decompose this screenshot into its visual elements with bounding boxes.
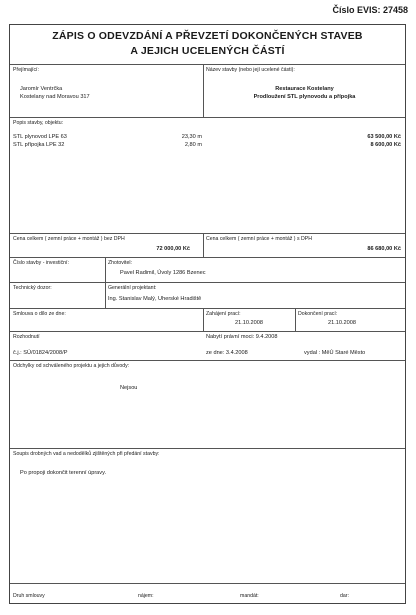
- decision-ref-number: č.j.: SÚ/01824/2008/P: [13, 350, 68, 356]
- decision-date: ze dne: 3.4.2008: [206, 350, 248, 356]
- price-without-vat-value: 72 000,00 Kč: [156, 246, 190, 252]
- rule-decision: [10, 360, 405, 361]
- work-end-label: Dokončení prací:: [298, 311, 338, 317]
- decision-label: Rozhodnutí: [13, 334, 40, 340]
- recipient-name: Jaromír Ventrčka: [20, 86, 63, 92]
- item-2-length: 2,80 m: [184, 142, 202, 148]
- contract-type-gift: dar:: [340, 593, 349, 599]
- rule-contractor: [10, 282, 405, 283]
- divider-contractor: [105, 257, 106, 308]
- item-1-length: 23,30 m: [181, 134, 202, 140]
- item-1-name: STL plynovod LPE 63: [13, 134, 67, 140]
- rule-contract: [10, 331, 405, 332]
- contract-type-lease: nájem:: [138, 593, 154, 599]
- work-start-label: Zahájení prací:: [206, 311, 241, 317]
- general-designer-value: Ing. Stanislav Malý, Uherské Hradiště: [108, 296, 202, 302]
- rule-defects: [10, 583, 405, 584]
- item-2-name: STL přípojka LPE 32: [13, 142, 65, 148]
- defects-label: Soupis drobných vad a nedodělků zjištěných při předání stavby:: [13, 451, 160, 457]
- description-label: Popis stavby, objektu:: [13, 120, 64, 126]
- price-without-vat-label: Cena celkem ( zemní práce + montáž ) bez DPH: [13, 236, 125, 242]
- building-name-label: Název stavby (nebo její ucelené části):: [206, 67, 295, 73]
- item-2-price: 8 600,00 Kč: [370, 142, 401, 148]
- divider-contract-2: [295, 308, 296, 331]
- rule-description: [10, 233, 405, 234]
- building-name-line-2: Prodloužení STL plynovodu a přípojka: [253, 94, 356, 100]
- contract-type-label: Druh smlouvy: [13, 593, 45, 599]
- decision-issued-by: vydal : MěÚ Staré Město: [304, 350, 366, 356]
- recipient-label: Přejímající:: [13, 67, 39, 73]
- work-start-value: 21.10.2008: [235, 320, 263, 326]
- rule-parties: [10, 117, 405, 118]
- title-line-1: ZÁPIS O ODEVZDÁNÍ A PŘEVZETÍ DOKONČENÝCH STAVEB: [52, 30, 363, 42]
- building-number-label: Číslo stavby - investiční:: [13, 260, 69, 266]
- deviations-value: Nejsou: [120, 385, 138, 391]
- contract-label: Smlouva o dílo ze dne:: [13, 311, 66, 317]
- contractor-label: Zhotovitel:: [108, 260, 132, 266]
- price-with-vat-value: 86 680,00 Kč: [367, 246, 401, 252]
- item-1-price: 63 500,00 Kč: [367, 134, 401, 140]
- contract-type-mandate: mandát:: [240, 593, 259, 599]
- building-name-line-1: Restaurace Kostelany: [275, 86, 334, 92]
- general-designer-label: Generální projektant:: [108, 285, 157, 291]
- technical-supervision-label: Technický dozor:: [13, 285, 52, 291]
- rule-deviations: [10, 448, 405, 449]
- defects-value: Po propoji dokončit terenní úpravy.: [20, 470, 107, 476]
- deviations-label: Odchylky od schváleného projektu a jejich důvody:: [13, 363, 130, 369]
- divider-contract-1: [203, 308, 204, 331]
- work-end-value: 21.10.2008: [328, 320, 356, 326]
- rule-designer: [10, 308, 405, 309]
- form-frame: [9, 24, 406, 604]
- contractor-value: Pavel Radimil, Úvoly 1286 Bzenec: [120, 270, 206, 276]
- rule-prices: [10, 257, 405, 258]
- title-line-2: A JEJICH UCELENÝCH ČÁSTÍ: [130, 45, 285, 57]
- decision-legal-force: Nabytí právní moci: 9.4.2008: [206, 334, 278, 340]
- divider-prices: [203, 233, 204, 257]
- rule-header: [10, 64, 405, 65]
- price-with-vat-label: Cena celkem ( zemní práce + montáž ) s DPH: [206, 236, 312, 242]
- doc-number: Číslo EVIS: 27458: [332, 5, 408, 15]
- recipient-address: Kostelany nad Moravou 317: [20, 94, 90, 100]
